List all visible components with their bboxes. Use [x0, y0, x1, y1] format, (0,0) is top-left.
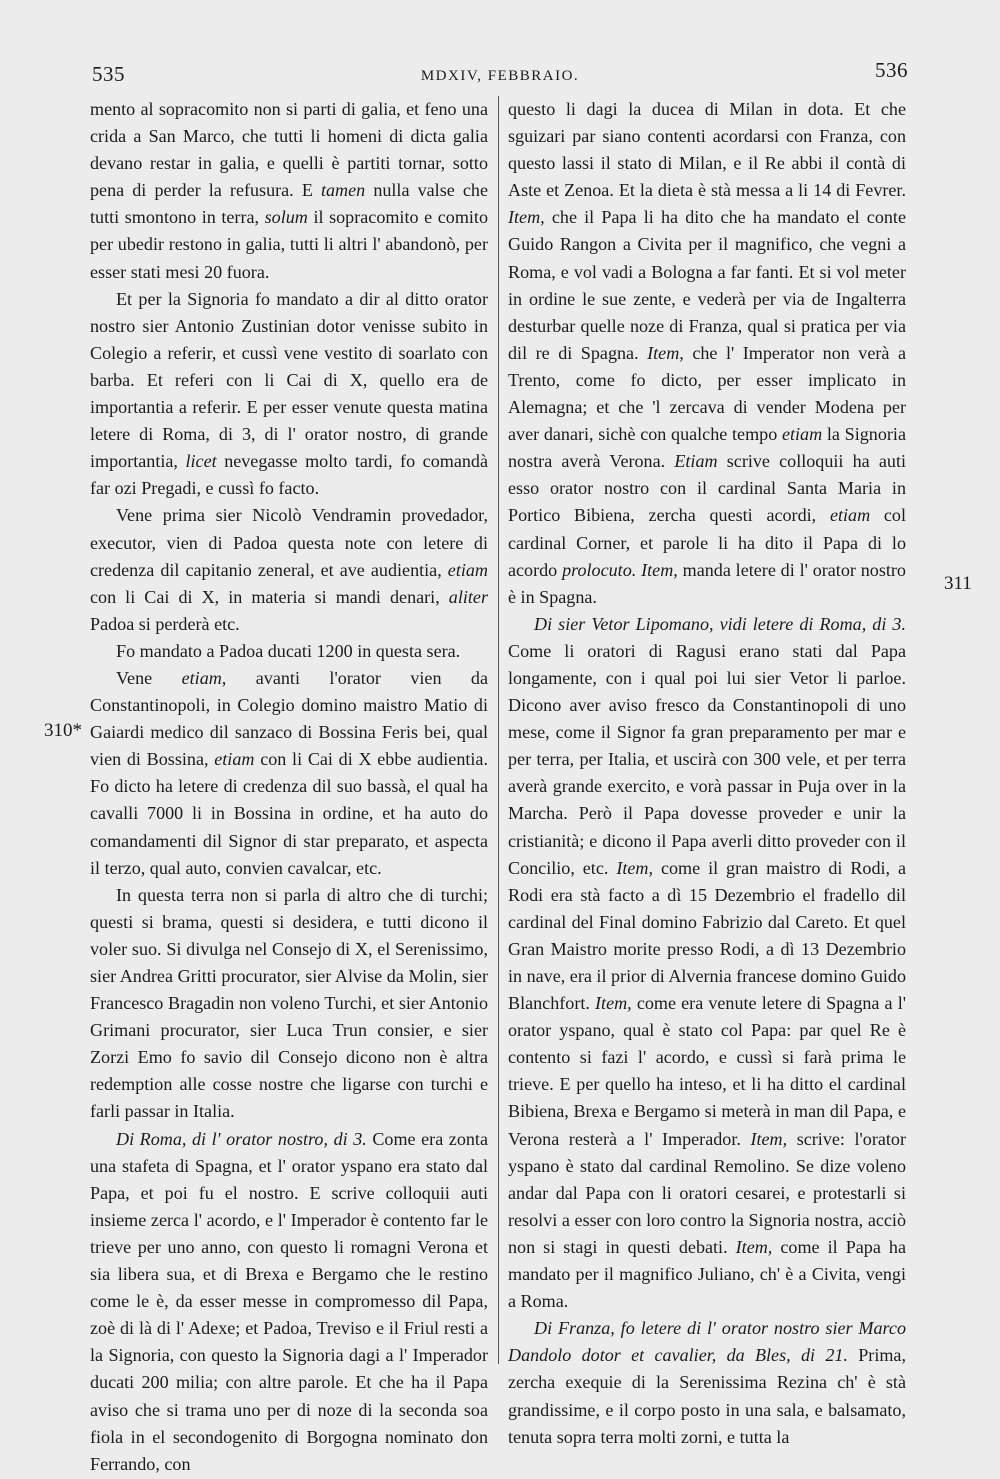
- paragraph: Fo mandato a Padoa ducati 1200 in questa sera.: [116, 640, 461, 661]
- left-text-column: [90, 96, 488, 1478]
- paragraph: questo li dagi la ducea di Milan in dota. Et che sguizari par siano contenti acordarsi con Franza, con questo lassi il stato di Milan, e il Re abbi il contà di Aste et Zenoa. Et la dieta è stà messa a li 14 di Fevrer. Item, che il Papa li ha dito che ha mandato el conte Guido Rangon a Civita per il magnifico, che vegni a Roma, e vol vadi a Bologna a far fanti. Et si vol meter in ordine le sue zente, e vederà per via de Ingalterra desturbar quelle noze di Franza, qual si pratica per via dil re di Spagna. Item, che l' Imperator non verà a Trento, come fo dicto, per esser implicato in Alemagna; et che 'l zercava di vender Modena per aver danari, sichè con qualche tempo etiam la Signoria nostra averà Verona. Etiam scrive colloquii ha auti esso orator nostro con il cardinal Santa Maria in Portico Bibiena, zercha questi acordi, etiam col cardinal Corner, et parole li ha dito il Papa di lo acordo prolocuto. Item, manda letere di l' orator nostro è in Spagna.: [508, 99, 906, 607]
- column-divider: [498, 96, 499, 1364]
- margin-note-right: 311: [944, 573, 972, 594]
- paragraph: Et per la Signoria fo mandato a dir al ditto orator nostro sier Antonio Zustinian dotor venisse subito in Colegio a referir, et cussì vene vestito di soarlato con barba. Et referi con li Cai di X, quello era de importantia a referir. E per esser venute questa matina letere di Roma, di 3, di l' orator nostro, di grande importantia, licet nevegasse molto tardi, fo comandà far ozi Pregadi, e cussì fo facto.: [90, 288, 488, 499]
- left-page-number: 535: [92, 62, 125, 86]
- paragraph: Di Roma, di l' orator nostro, di 3. Come era zonta una stafeta di Spagna, et l' orator yspano era stato dal Papa, et poi fu el nostro. E scrive colloquii auti insieme zerca l' acordo, e l' Imperador è contento far le trieve per uno anno, con questo li romagni Verona et sia libera sua, et di Brexa e Bergamo che le restino come le è, da esser messe in compromesso dil Papa, zoè di là di l' Adexe; et Padoa, Treviso e il Friul resti a la Signoria, con questo la Signoria dagi a l' Imperador ducati 200 milia; con altre parole. Et che ha il Papa aviso che si trama uno per di noze di la seconda soa fiola in el secondogenito di Borgogna nominato don Ferrando, con: [90, 1128, 488, 1474]
- paragraph: Di sier Vetor Lipomano, vidi letere di Roma, di 3. Come li oratori di Ragusi erano stati dal Papa longamente, con i qual poi lui sier Vetor li parloe. Dicono aver aviso fresco da Constantinopoli di uno mese, come il Signor fa gran preparamento per mar e per terra, per Italia, et uscirà con 300 vele, et per terra averà grande exercito, e vorà passar in Puja over in la Marcha. Però il Papa dovesse proveder e unir la cristianità; e dicono il Papa averli ditto proveder con il Concilio, etc. Item, come il gran maistro di Rodi, a Rodi era stà facto a dì 15 Dezembrio el fradello dil cardinal del Final domino Fabrizio dal Careto. Et quel Gran Maistro morite presso Rodi, a dì 13 Dezembrio in nave, era il prior di Alvernia francese domino Guido Blanchfort. Item, come era venute letere di Spagna a l' orator yspano, qual è stato col Papa: par quel Re è contento si fazi l' acordo, e cussì si farà prima le trieve. E per quello ha inteso, et li ha ditto el cardinal Bibiena, Brexa e Bergamo si meterà in man dil Papa, e Verona resterà a l' Imperador. Item, scrive: l'orator yspano è stato dal cardinal Remolino. Se dize voleno andar dal Papa con li oratori cesarei, e protestarli si resolvi a esser con loro contro la Signoria nostra, acciò non si stagi in questi debati. Item, come il Papa ha mandato per il magnifico Juliano, ch' è a Civita, vengi a Roma.: [508, 613, 906, 1312]
- margin-note-left: 310*: [44, 720, 82, 741]
- right-text-column: [508, 96, 906, 1451]
- paragraph: In questa terra non si parla di altro che di turchi; questi si brama, questi si desidera, e tutti dicono il voler suo. Si divulga nel Consejo di X, el Serenissimo, sier Andrea Gritti procurator, sier Alvise da Molin, sier Francesco Bragadin non voleno Turchi, et sier Antonio Grimani procurator, sier Luca Trun consier, e sier Zorzi Emo fo savio dil Consejo dicono non è altra redemption alle cosse nostre che ligarse con turchi e farli passar in Italia.: [90, 884, 488, 1122]
- right-page-number: 536: [875, 58, 908, 82]
- running-title: MDXIV, FEBBRAIO.: [420, 68, 580, 84]
- paragraph: Di Franza, fo letere di l' orator nostro sier Marco Dandolo dotor et cavalier, da Bles, di 21. Prima, zercha exequie di la Serenissima Rezina ch' è stà grandissime, e il corpo posto in una sala, e balsamato, tenuta sopra terra molti zorni, e tutta la: [508, 1318, 906, 1447]
- paragraph: mento al sopracomito non si parti di galia, et feno una crida a San Marco, che tutti li homeni di dicta galia devano restar in galia, e quelli è partiti tornar, sotto pena di perder la refusura. E tamen nulla valse che tutti smontono in terra, solum il sopracomito e comito per ubedir restono in galia, tutti li altri l' abandonò, per esser stati mesi 20 fuora.: [90, 99, 488, 282]
- paragraph: Vene etiam, avanti l'orator vien da Constantinopoli, in Colegio domino maistro Matio di Gaiardi medico dil sanzaco di Bossina Feris bei, qual vien di Bossina, etiam con li Cai di X ebbe audientia. Fo dicto ha letere di credenza dil suo bassà, el qual ha cavalli 7000 li in Bossina in ordine, et ha auto do comandamenti dil Signor di star preparato, et aspecta il terzo, qual auto, convien cavalcar, etc.: [90, 667, 488, 878]
- paragraph: Vene prima sier Nicolò Vendramin provedador, executor, vien di Padoa questa note con letere di credenza dil capitanio zeneral, et ave audientia, etiam con li Cai di X, in materia si mandi denari, aliter Padoa si perderà etc.: [90, 505, 488, 634]
